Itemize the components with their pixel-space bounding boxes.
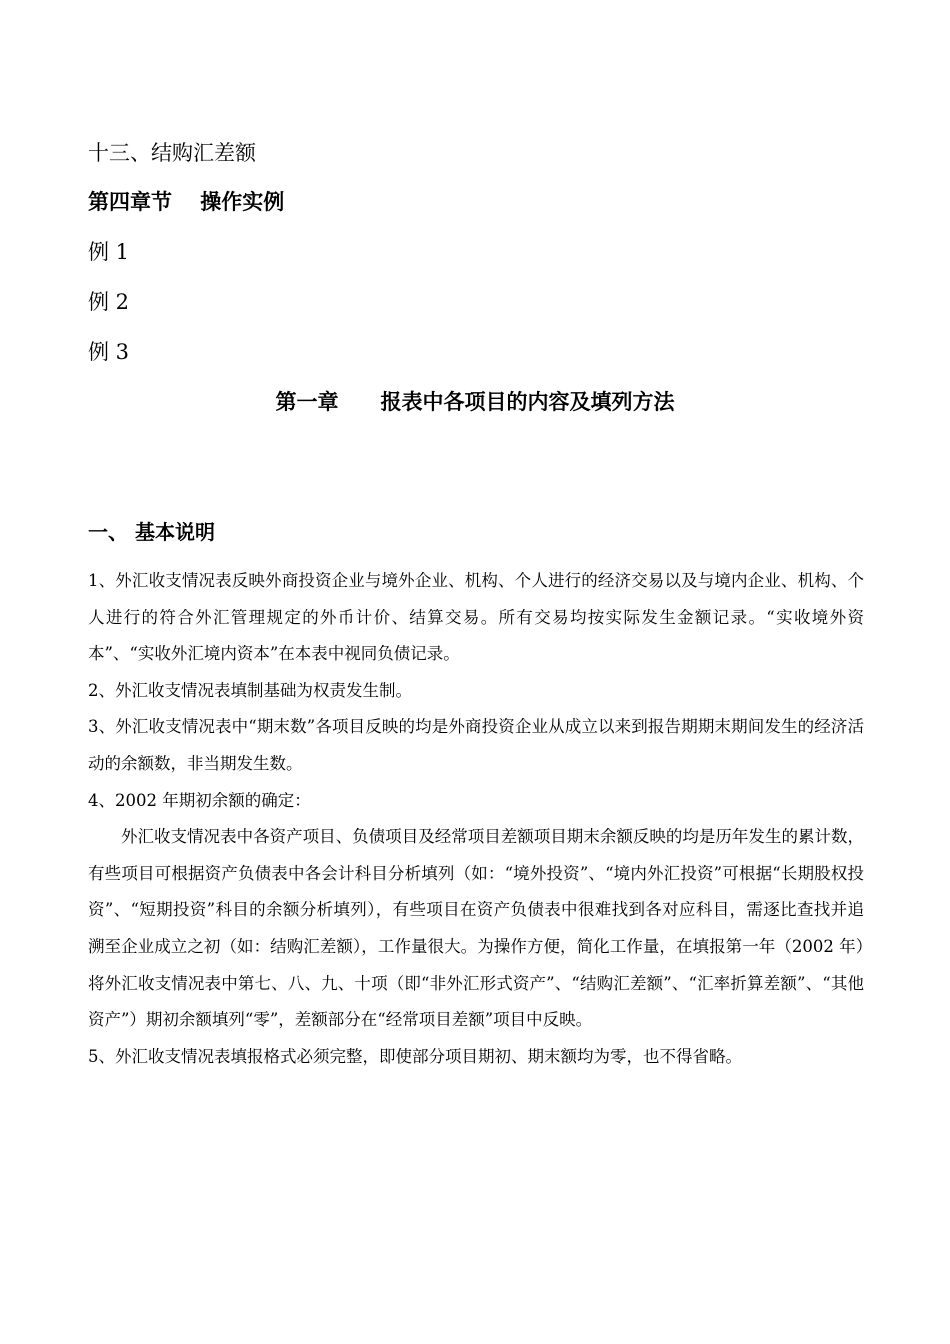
toc-example-1: 例 1 bbox=[88, 240, 130, 264]
body-text bbox=[88, 563, 864, 1075]
toc-section-4: 第四章节 操作实例 bbox=[88, 189, 285, 214]
paragraph-1: 1、外汇收支情况表反映外商投资企业与境外企业、机构、个人进行的经济交易以及与境内企业、机构、个人进行的符合外汇管理规定的外币计价、结算交易。所有交易均按实际发生金额记录。“实收境外资本”、“实收外汇境内资本”在本表中视同负债记录。 bbox=[88, 571, 864, 664]
section-heading: 一、 基本说明 bbox=[88, 520, 215, 544]
chapter-title: 第一章 报表中各项目的内容及填列方法 bbox=[275, 389, 675, 414]
toc-item-13: 十三、结购汇差额 bbox=[88, 141, 256, 165]
toc-example-2: 例 2 bbox=[88, 290, 130, 314]
paragraph-2: 2、外汇收支情况表填制基础为权责发生制。 bbox=[88, 680, 412, 700]
paragraph-4-detail: 外汇收支情况表中各资产项目、负债项目及经常项目差额项目期末余额反映的均是历年发生的累计数，有些项目可根据资产负债表中各会计科目分析填列（如：“境外投资”、“境内外汇投资”可根据“长期股权投资”、“短期投资”科目的余额分析填列），有些项目在资产负债表中很难找到各对应科目，需逐比查找并追溯至企业成立之初（如：结购汇差额），工作量很大。为操作方便，简化工作量，在填报第一年（2002 年）将外汇收支情况表中第七、八、九、十项（即“非外汇形式资产”、“结购汇差额”、“汇率折算差额”、“其他资产”）期初余额填列“零”，差额部分在“经常项目差额”项目中反映。 bbox=[88, 827, 864, 1030]
paragraph-4: 4、2002 年期初余额的确定： bbox=[88, 790, 311, 810]
paragraph-5: 5、外汇收支情况表填报格式必须完整，即使部分项目期初、期末额均为零，也不得省略。 bbox=[88, 1046, 742, 1066]
paragraph-3: 3、外汇收支情况表中“期末数”各项目反映的均是外商投资企业从成立以来到报告期期末期间发生的经济活动的余额数，非当期发生数。 bbox=[88, 717, 864, 773]
toc-example-3: 例 3 bbox=[88, 340, 130, 364]
